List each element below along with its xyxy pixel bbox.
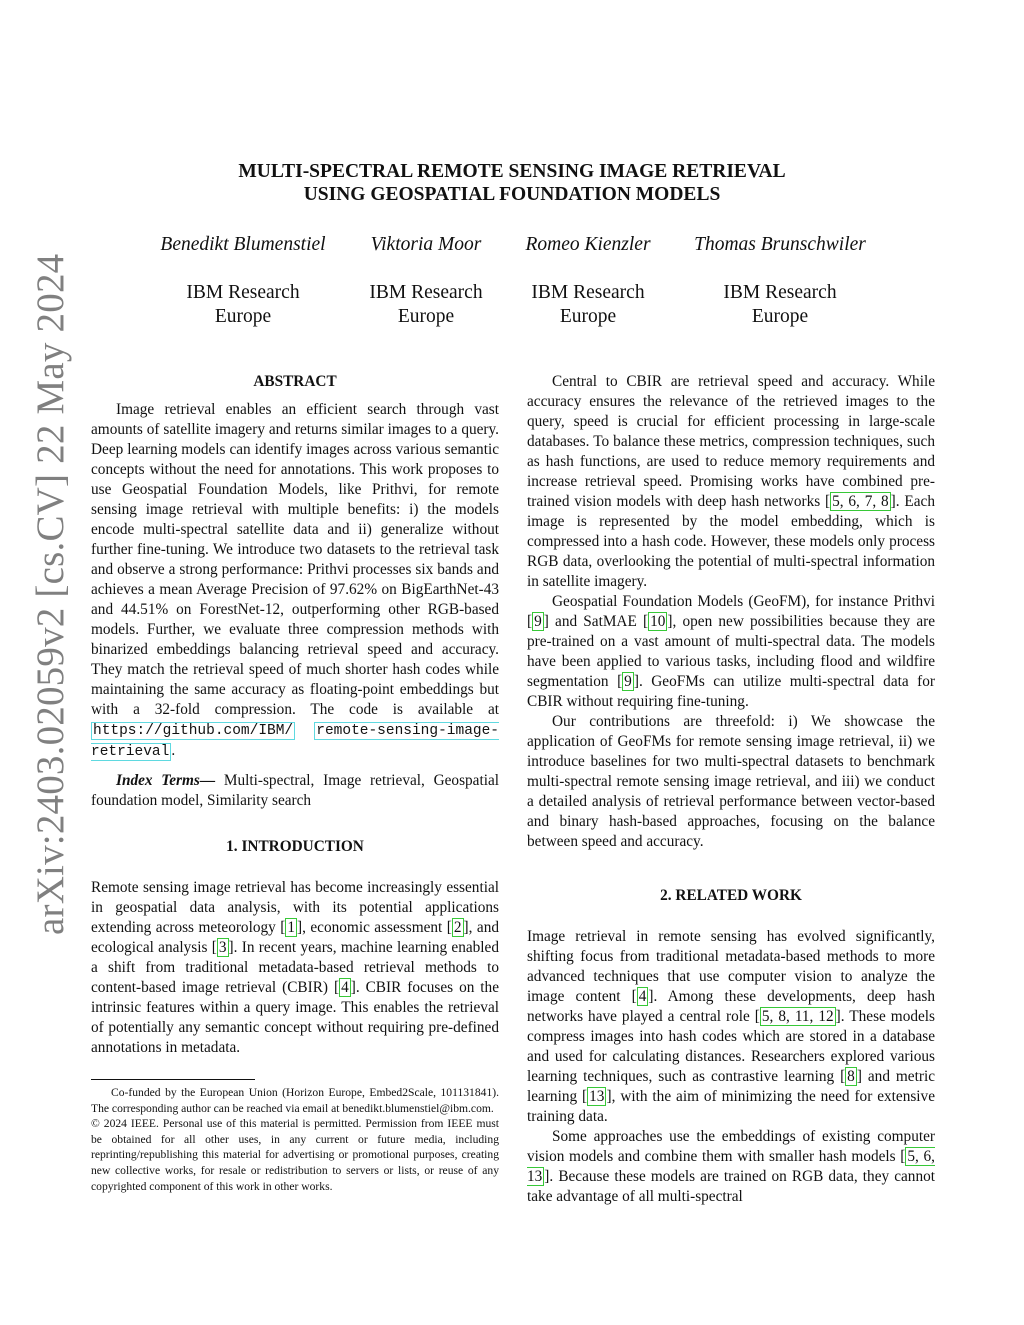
abstract-text: Image retrieval enables an efficient search through vast amounts of satellite imagery and returns similar images to a query. Deep learning models can identify images across various semantic concepts without the need for annotations. This work proposes to use Geospatial Foundation Models, like Prithvi, for remote sensing image retrieval with multiple benefits: i) the models encode multi-spectral satellite data and ii) generalize without further fine-tuning. We introduce two datasets to the retrieval task and observe a strong performance: Prithvi processes six bands and achieves a mean Average Precision of 97.62% on BigEarthNet-43 and 44.51% on ForestNet-12, outperforming other RGB-based models. Further, we evaluate three compression methods with binarized embeddings balancing retrieval speed and accuracy. They match the retrieval speed of much shorter hash codes while maintaining the same accuracy as floating-point embeddings but with a 32-fold compression. The code is available at https://github.com/IBM/ remote-sensing-image-retrieval . xyxy=(91,401,499,760)
related-work-heading: 2. RELATED WORK xyxy=(660,887,802,904)
citation-link[interactable]: 2 xyxy=(453,919,462,936)
abstract-heading: ABSTRACT xyxy=(253,373,337,390)
funding-footnote: Co-funded by the European Union (Horizon Europe, Embed2Scale, 101131841). The corresponding author can be reached via email at benedikt.blumenstiel@ibm.com. xyxy=(91,1086,499,1115)
author-name: Viktoria Moor xyxy=(370,234,482,255)
right-column xyxy=(527,372,935,1207)
author-affiliation: IBM Research Europe xyxy=(369,282,483,327)
citation-link[interactable]: 4 xyxy=(341,979,349,996)
author-name: Romeo Kienzler xyxy=(525,234,651,255)
author-affiliation: IBM Research Europe xyxy=(531,282,645,327)
contributions-paragraph: Our contributions are threefold: i) We showcase the application of GeoFMs for remote sensing image retrieval, ii) we introduce baselines for two multi-spectral datasets to benchmark multi-spectral remote sensing image retrieval, and iii) we conduct a detailed analysis of retrieval performance between vector-based and binary hash-based approaches, focusing on the balance between speed and accuracy. xyxy=(527,713,935,850)
citation-link[interactable]: 3 xyxy=(218,939,227,956)
author-name: Benedikt Blumenstiel xyxy=(160,234,326,255)
arxiv-identifier: arXiv:2403.02059v2 [cs.CV] 22 May 2024 xyxy=(29,253,72,935)
code-link[interactable]: https://github.com/IBM/ xyxy=(93,723,294,739)
introduction-paragraph: Geospatial Foundation Models (GeoFM), for instance Prithvi [ 9 ] and SatMAE [ 10 ], open new possibilities because they are pre-trained on a vast amount of multi-spectral data. The models have been applied to various tasks, including flood and wildfire segmentation [ 9 ]. GeoFMs can utilize multi-spectral data for CBIR without requiring fine-tuning. xyxy=(527,593,936,710)
title-line-2: USING GEOSPATIAL FOUNDATION MODELS xyxy=(303,184,721,205)
citation-link[interactable]: 9 xyxy=(624,673,632,690)
left-column xyxy=(91,372,499,1058)
copyright-notice: © 2024 IEEE. Personal use of this material is permitted. Permission from IEEE must be obtained for all other uses, in any current or future media, including reprinting/republishing this material for advertising or promotional purposes, creating new collective works, for resale or redistribution to servers or lists, or reuse of any copyrighted component of this work in other works. xyxy=(91,1117,499,1193)
related-work-paragraph: Some approaches use the embeddings of existing computer vision models and combine them with smaller hash models [ 5, 6, 13 ]. Because these models are trained on RGB data, they cannot take advantage of all multi-spectral xyxy=(527,1128,935,1205)
introduction-paragraph: Central to CBIR are retrieval speed and accuracy. While accuracy ensures the relevance of the retrieved images to the query, speed is crucial for efficient processing in large-scale databases. To balance these metrics, compression techniques, such as hash functions, are used to reduce memory requirements and increase retrieval speed. Promising works have combined pre-trained vision models with deep hash networks [ 5, 6, 7, 8 ]. Each image is represented by the model embedding, which is compressed into a hash code. However, these models only process RGB data, overlooking the potential of multi-spectral information in satellite imagery. xyxy=(527,373,935,590)
introduction-heading: 1. INTRODUCTION xyxy=(226,838,364,855)
introduction-paragraph: Remote sensing image retrieval has become increasingly essential in geospatial data analysis, with its potential applications extending across meteorology [ 1 ], economic assessment [ 2 ], and ecological analysis [ 3 ]. In recent years, machine learning enabled a shift from traditional metadata-based retrieval methods to content-based image retrieval (CBIR) [ 4 ]. CBIR focuses on the intrinsic features within a query image. This enables the retrieval of potentially any semantic concept without requiring pre-defined annotations in metadata. xyxy=(91,879,499,1056)
title-line-1: MULTI-SPECTRAL REMOTE SENSING IMAGE RETRIEVAL xyxy=(238,161,786,182)
paper-title xyxy=(0,160,1024,206)
author-name: Thomas Brunschwiler xyxy=(694,234,866,255)
author-affiliation: IBM Research Europe xyxy=(186,282,300,327)
code-link[interactable]: remote-sensing-image-retrieval xyxy=(91,723,499,760)
footnotes xyxy=(91,1085,499,1194)
citation-link[interactable]: 5, 8, 11, 12 xyxy=(761,1008,834,1025)
citation-link[interactable]: 5, 6, 13 xyxy=(527,1148,935,1185)
citation-link[interactable]: 1 xyxy=(287,919,295,936)
citation-link[interactable]: 10 xyxy=(650,613,666,630)
citation-link[interactable]: 8 xyxy=(847,1068,855,1085)
citation-link[interactable]: 5, 6, 7, 8 xyxy=(832,493,889,510)
author-affiliation: IBM Research Europe xyxy=(723,282,837,327)
citation-link[interactable]: 4 xyxy=(638,988,647,1005)
footnote-rule xyxy=(91,1079,255,1080)
related-work-paragraph: Image retrieval in remote sensing has evolved significantly, shifting focus from traditional metadata-based methods to more advanced techniques that use computer vision to analyze the image content [ 4 ]. Among these developments, deep hash networks have played a central role [ 5, 8, 11, 12 ]. These models compress images into hash codes which are stored in a database and used for calculating distances. Researchers explored various learning techniques, such as contrastive learning [ 8 ] and metric learning [ 13 ], with the aim of minimizing the need for extensive training data. xyxy=(527,928,936,1125)
citation-link[interactable]: 13 xyxy=(589,1088,605,1105)
citation-link[interactable]: 9 xyxy=(534,613,542,630)
index-terms: Index Terms— Multi-spectral, Image retrieval, Geospatial foundation model, Similarity search xyxy=(91,772,499,809)
